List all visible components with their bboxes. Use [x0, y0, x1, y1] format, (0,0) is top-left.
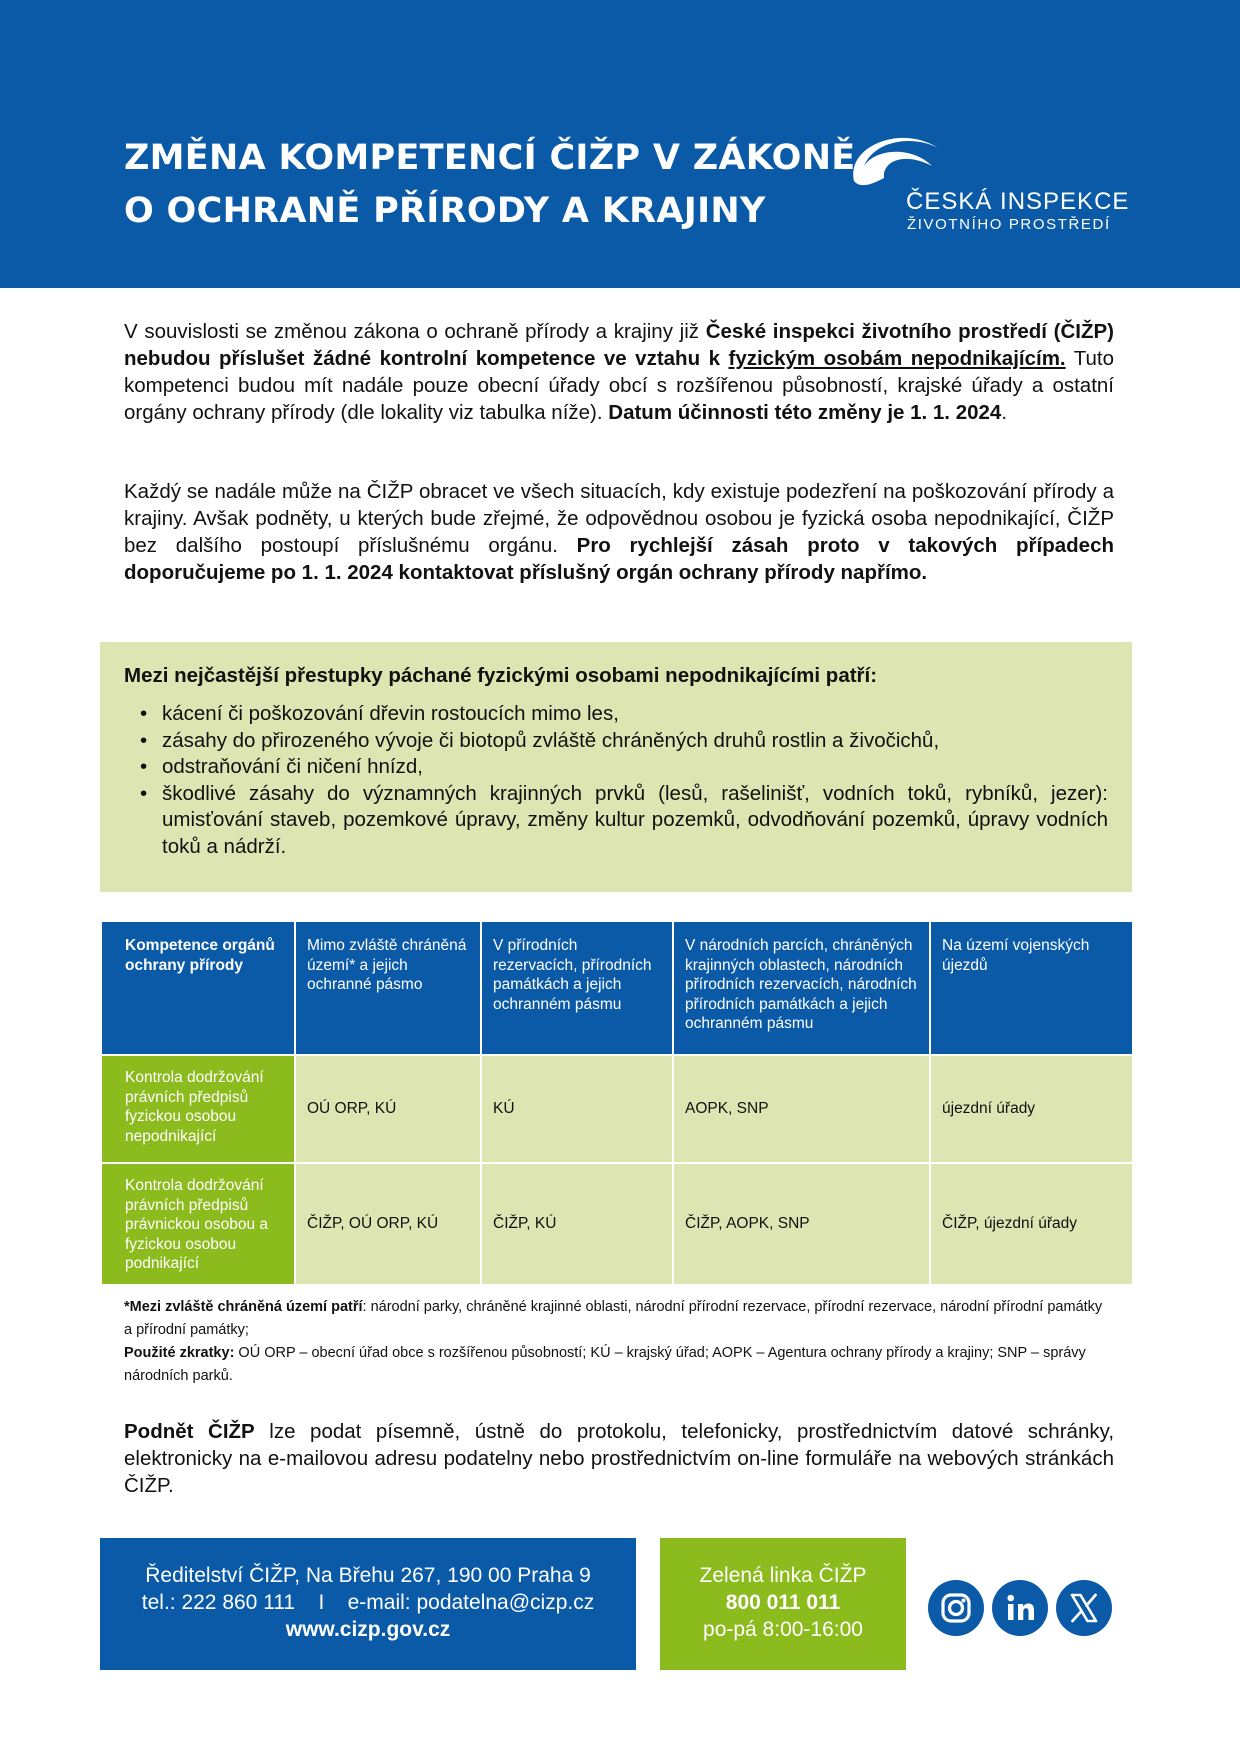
hotline-hours: po-pá 8:00-16:00 [703, 1618, 863, 1641]
table-row-header: Kontrola dodržování právních předpisů fyzickou osobou nepodnikající [101, 1055, 295, 1163]
intro-text: Tuto kompetenci budou mít nadále pouze obecní úřady obcí s rozšířenou působností, krajské úřady a ostatní orgány ochrany přírody (dle lokality viz tabulka níže). [124, 347, 1115, 424]
logo-text-line-1: ČESKÁ INSPEKCE [906, 188, 1130, 215]
table-cell: AOPK, SNP [673, 1055, 930, 1163]
table-header-cell: Na území vojenských újezdů [930, 921, 1133, 1055]
list-item-text: odstraňování či ničení hnízd, [162, 755, 423, 778]
list-item-text: zásahy do přirozeného vývoje či biotopů zvláště chráněných druhů rostlin a živočichů, [162, 728, 940, 752]
table-cell: KÚ [481, 1055, 673, 1163]
title-line-2: O OCHRANĚ PŘÍRODY A KRAJINY [124, 191, 766, 231]
table-row [101, 1163, 1133, 1285]
header-banner [0, 0, 1240, 288]
intro-text: Každý se nadále může na ČIŽP obracet ve všech situacích, kdy existuje podezření na poškozování přírody a krajiny. Avšak podněty, u kterých bude zřejmé, že odpovědnou osobou je fyzická osoba nepodnikající, ČIŽP bez dalšího postoupí příslušnému orgánu. [124, 480, 1114, 557]
hotline-box [660, 1538, 906, 1670]
offenses-heading: Mezi nejčastější přestupky páchané fyzickými osobami nepodnikajícími patří: [124, 664, 878, 687]
page-title [124, 132, 856, 238]
x-icon[interactable] [1056, 1580, 1112, 1636]
table-cell: újezdní úřady [930, 1055, 1133, 1163]
title-line-1: ZMĚNA KOMPETENCÍ ČIŽP V ZÁKONĚ [124, 138, 856, 178]
offenses-list [124, 701, 1108, 860]
table-header-row [101, 921, 1133, 1055]
swirl-logo-icon [846, 126, 956, 196]
hotline-title: Zelená linka ČIŽP [699, 1564, 867, 1587]
footnote-text: : národní parky, chráněné krajinné oblasti, národní přírodní rezervace, přírodní rezervace, národní přírodní památky a přírodní památky; [124, 1299, 1103, 1338]
bullet-icon: • [140, 702, 148, 725]
footer-contact-box [100, 1538, 636, 1670]
logo-text-line-2: ŽIVOTNÍHO PROSTŘEDÍ [907, 216, 1111, 233]
intro-underlined-text: fyzickým osobám nepodnikajícím. [728, 347, 1066, 370]
bullet-icon: • [140, 781, 148, 805]
list-item-text: kácení či poškozování dřevin rostoucích mimo les, [162, 702, 619, 725]
table-header-cell: Mimo zvláště chráněná území* a jejich ochranné pásmo [295, 921, 481, 1055]
footer-website-link[interactable]: www.cizp.gov.cz [285, 1618, 451, 1641]
list-item [124, 754, 1108, 781]
list-item [124, 728, 1108, 755]
table-cell: ČIŽP, újezdní úřady [930, 1163, 1133, 1285]
abbreviations-text: OÚ ORP – obecní úřad obce s rozšířenou působností; KÚ – krajský úřad; AOPK – Agentura ochrany přírody a krajiny; SNP – správy národních parků. [124, 1345, 1086, 1384]
linkedin-icon[interactable] [992, 1580, 1048, 1636]
table-footnote [124, 1296, 1114, 1388]
table-row [101, 1055, 1133, 1163]
intro-text: . [1001, 401, 1008, 424]
intro-paragraph-2 [124, 478, 1114, 586]
table-header-cell: V národních parcích, chráněných krajinných oblastech, národních přírodních rezervacích, národních přírodních památkách a jejich ochranném pásmu [673, 921, 930, 1055]
bullet-icon: • [140, 728, 148, 752]
submission-bold: Podnět ČIŽP [124, 1420, 255, 1443]
instagram-icon[interactable] [928, 1580, 984, 1636]
submission-paragraph [124, 1418, 1114, 1499]
list-item [124, 781, 1108, 861]
hotline-number[interactable]: 800 011 011 [725, 1591, 841, 1614]
bullet-icon: • [140, 755, 148, 778]
recommendation-text: Pro rychlejší zásah proto v takových případech doporučujeme po 1. 1. 2024 kontaktovat příslušný orgán ochrany přírody napřímo. [124, 534, 1114, 584]
table-header-cell: Kompetence orgánů ochrany přírody [101, 921, 295, 1055]
competence-table [100, 920, 1134, 1286]
table-cell: ČIŽP, AOPK, SNP [673, 1163, 930, 1285]
table-row-header: Kontrola dodržování právních předpisů právnickou osobou a fyzickou osobou podnikající [101, 1163, 295, 1285]
offenses-box [100, 642, 1132, 892]
submission-text: lze podat písemně, ústně do protokolu, telefonicky, prostřednictvím datové schránky, elektronicky na e-mailovou adresu podatelny nebo prostřednictvím on-line formuláře na webových stránkách ČIŽP. [124, 1420, 1115, 1497]
list-item [124, 701, 1108, 728]
footer-contact: tel.: 222 860 111 I e-mail: podatelna@cizp.cz [141, 1591, 595, 1614]
footer-address: Ředitelství ČIŽP, Na Břehu 267, 190 00 Praha 9 [145, 1564, 591, 1587]
footnote-label: *Mezi zvláště chráněná území patří [124, 1299, 363, 1315]
intro-paragraph-1 [124, 318, 1114, 426]
list-item-text: škodlivé zásahy do významných krajinných prvků (lesů, rašelinišť, vodních toků, rybníků, jezer): umisťování staveb, pozemkové úpravy, změny kultur pozemků, odvodňování pozemků, úpravy vodních toků a nádrží. [162, 781, 1108, 858]
cizp-logo [846, 126, 1130, 236]
table-cell: ČIŽP, KÚ [481, 1163, 673, 1285]
effective-date-text: Datum účinnosti této změny je 1. 1. 2024 [608, 401, 1002, 424]
table-cell: OÚ ORP, KÚ [295, 1055, 481, 1163]
abbreviations-label: Použité zkratky: [124, 1345, 235, 1361]
table-header-cell: V přírodních rezervacích, přírodních památkách a jejich ochranném pásmu [481, 921, 673, 1055]
intro-bold-text: České inspekci životního prostředí (ČIŽP) nebudou příslušet žádné kontrolní kompetence ve vztahu k [124, 320, 1115, 370]
table-cell: ČIŽP, OÚ ORP, KÚ [295, 1163, 481, 1285]
intro-text: V souvislosti se změnou zákona o ochraně přírody a krajiny již [124, 320, 706, 343]
